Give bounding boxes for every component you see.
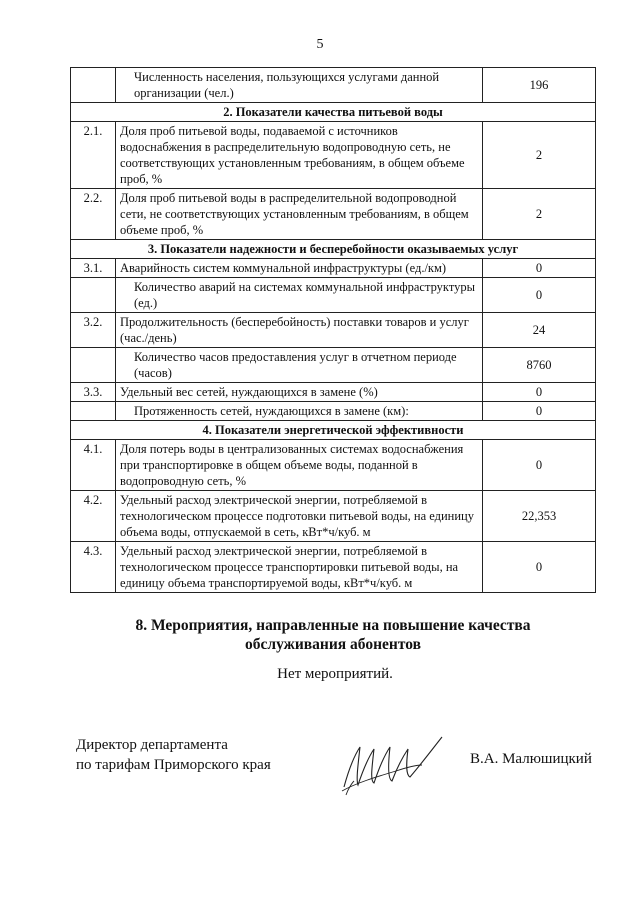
- row-description: Аварийность систем коммунальной инфраструктуры (ед./км): [116, 259, 483, 278]
- table-row: [71, 278, 596, 313]
- row-value: 196: [483, 68, 596, 103]
- signatory-title-line2: по тарифам Приморского края: [76, 757, 271, 773]
- row-description: Удельный расход электрической энергии, потребляемой в технологическом процессе транспортировки питьевой воды, на единицу объема транспортируемой воды, кВт*ч/куб. м: [116, 542, 483, 593]
- row-description: Доля потерь воды в централизованных системах водоснабжения при транспортировке в общем объеме воды, поданной в водопроводную сеть, %: [116, 440, 483, 491]
- section-8-heading-line1: 8. Мероприятия, направленные на повышение качества: [135, 617, 531, 634]
- row-description: Продолжительность (бесперебойность) поставки товаров и услуг (час./день): [116, 313, 483, 348]
- no-events-text: Нет мероприятий.: [277, 666, 393, 682]
- signatory-title: [76, 735, 271, 775]
- row-number: [71, 402, 116, 421]
- row-number: 4.2.: [71, 491, 116, 542]
- row-number: 3.2.: [71, 313, 116, 348]
- table-row: [71, 122, 596, 189]
- table-section-row: [71, 421, 596, 440]
- section-8-heading-line2: обслуживания абонентов: [245, 636, 421, 653]
- row-number: [71, 68, 116, 103]
- row-value: 0: [483, 440, 596, 491]
- table-row: [71, 383, 596, 402]
- indicators-table: [70, 67, 596, 593]
- signatory-name: В.А. Малюшицкий: [470, 751, 592, 767]
- table-row: [71, 491, 596, 542]
- table-row: [71, 402, 596, 421]
- section-title: 3. Показатели надежности и бесперебойности оказываемых услуг: [71, 240, 596, 259]
- row-value: 0: [483, 402, 596, 421]
- table-row: [71, 68, 596, 103]
- signatory-title-line1: Директор департамента: [76, 737, 228, 753]
- section-8-heading: [70, 616, 596, 654]
- section-title: 4. Показатели энергетической эффективности: [71, 421, 596, 440]
- row-value: 0: [483, 259, 596, 278]
- row-description: Протяженность сетей, нуждающихся в замене (км):: [116, 402, 483, 421]
- table-row: [71, 313, 596, 348]
- row-description: Количество аварий на системах коммунальной инфраструктуры (ед.): [116, 278, 483, 313]
- row-description: Доля проб питьевой воды, подаваемой с источников водоснабжения в распределительную водопроводную сеть, не соответствующих установленным требованиям, в общем объеме проб, %: [116, 122, 483, 189]
- row-value: 2: [483, 122, 596, 189]
- row-description: Численность населения, пользующихся услугами данной организации (чел.): [116, 68, 483, 103]
- row-description: Удельный расход электрической энергии, потребляемой в технологическом процессе подготовки питьевой воды, на единицу объема воды, отпускаемой в сеть, кВт*ч/куб. м: [116, 491, 483, 542]
- row-number: 3.3.: [71, 383, 116, 402]
- row-value: 0: [483, 278, 596, 313]
- row-number: 4.1.: [71, 440, 116, 491]
- row-number: 3.1.: [71, 259, 116, 278]
- page-number: 5: [316, 37, 324, 52]
- row-value: 22,353: [483, 491, 596, 542]
- row-description: Доля проб питьевой воды в распределительной водопроводной сети, не соответствующих установленным требованиям, в общем объеме проб, %: [116, 189, 483, 240]
- handwritten-signature: [336, 725, 446, 805]
- section-title: 2. Показатели качества питьевой воды: [71, 103, 596, 122]
- row-number: [71, 348, 116, 383]
- row-number: 2.2.: [71, 189, 116, 240]
- row-value: 24: [483, 313, 596, 348]
- row-value: 0: [483, 542, 596, 593]
- row-number: 2.1.: [71, 122, 116, 189]
- table-row: [71, 189, 596, 240]
- table-row: [71, 259, 596, 278]
- table-row: [71, 440, 596, 491]
- table-section-row: [71, 103, 596, 122]
- table-section-row: [71, 240, 596, 259]
- row-value: 2: [483, 189, 596, 240]
- row-value: 8760: [483, 348, 596, 383]
- row-value: 0: [483, 383, 596, 402]
- table-row: [71, 542, 596, 593]
- row-description: Количество часов предоставления услуг в отчетном периоде (часов): [116, 348, 483, 383]
- table-row: [71, 348, 596, 383]
- row-number: [71, 278, 116, 313]
- row-number: 4.3.: [71, 542, 116, 593]
- row-description: Удельный вес сетей, нуждающихся в замене (%): [116, 383, 483, 402]
